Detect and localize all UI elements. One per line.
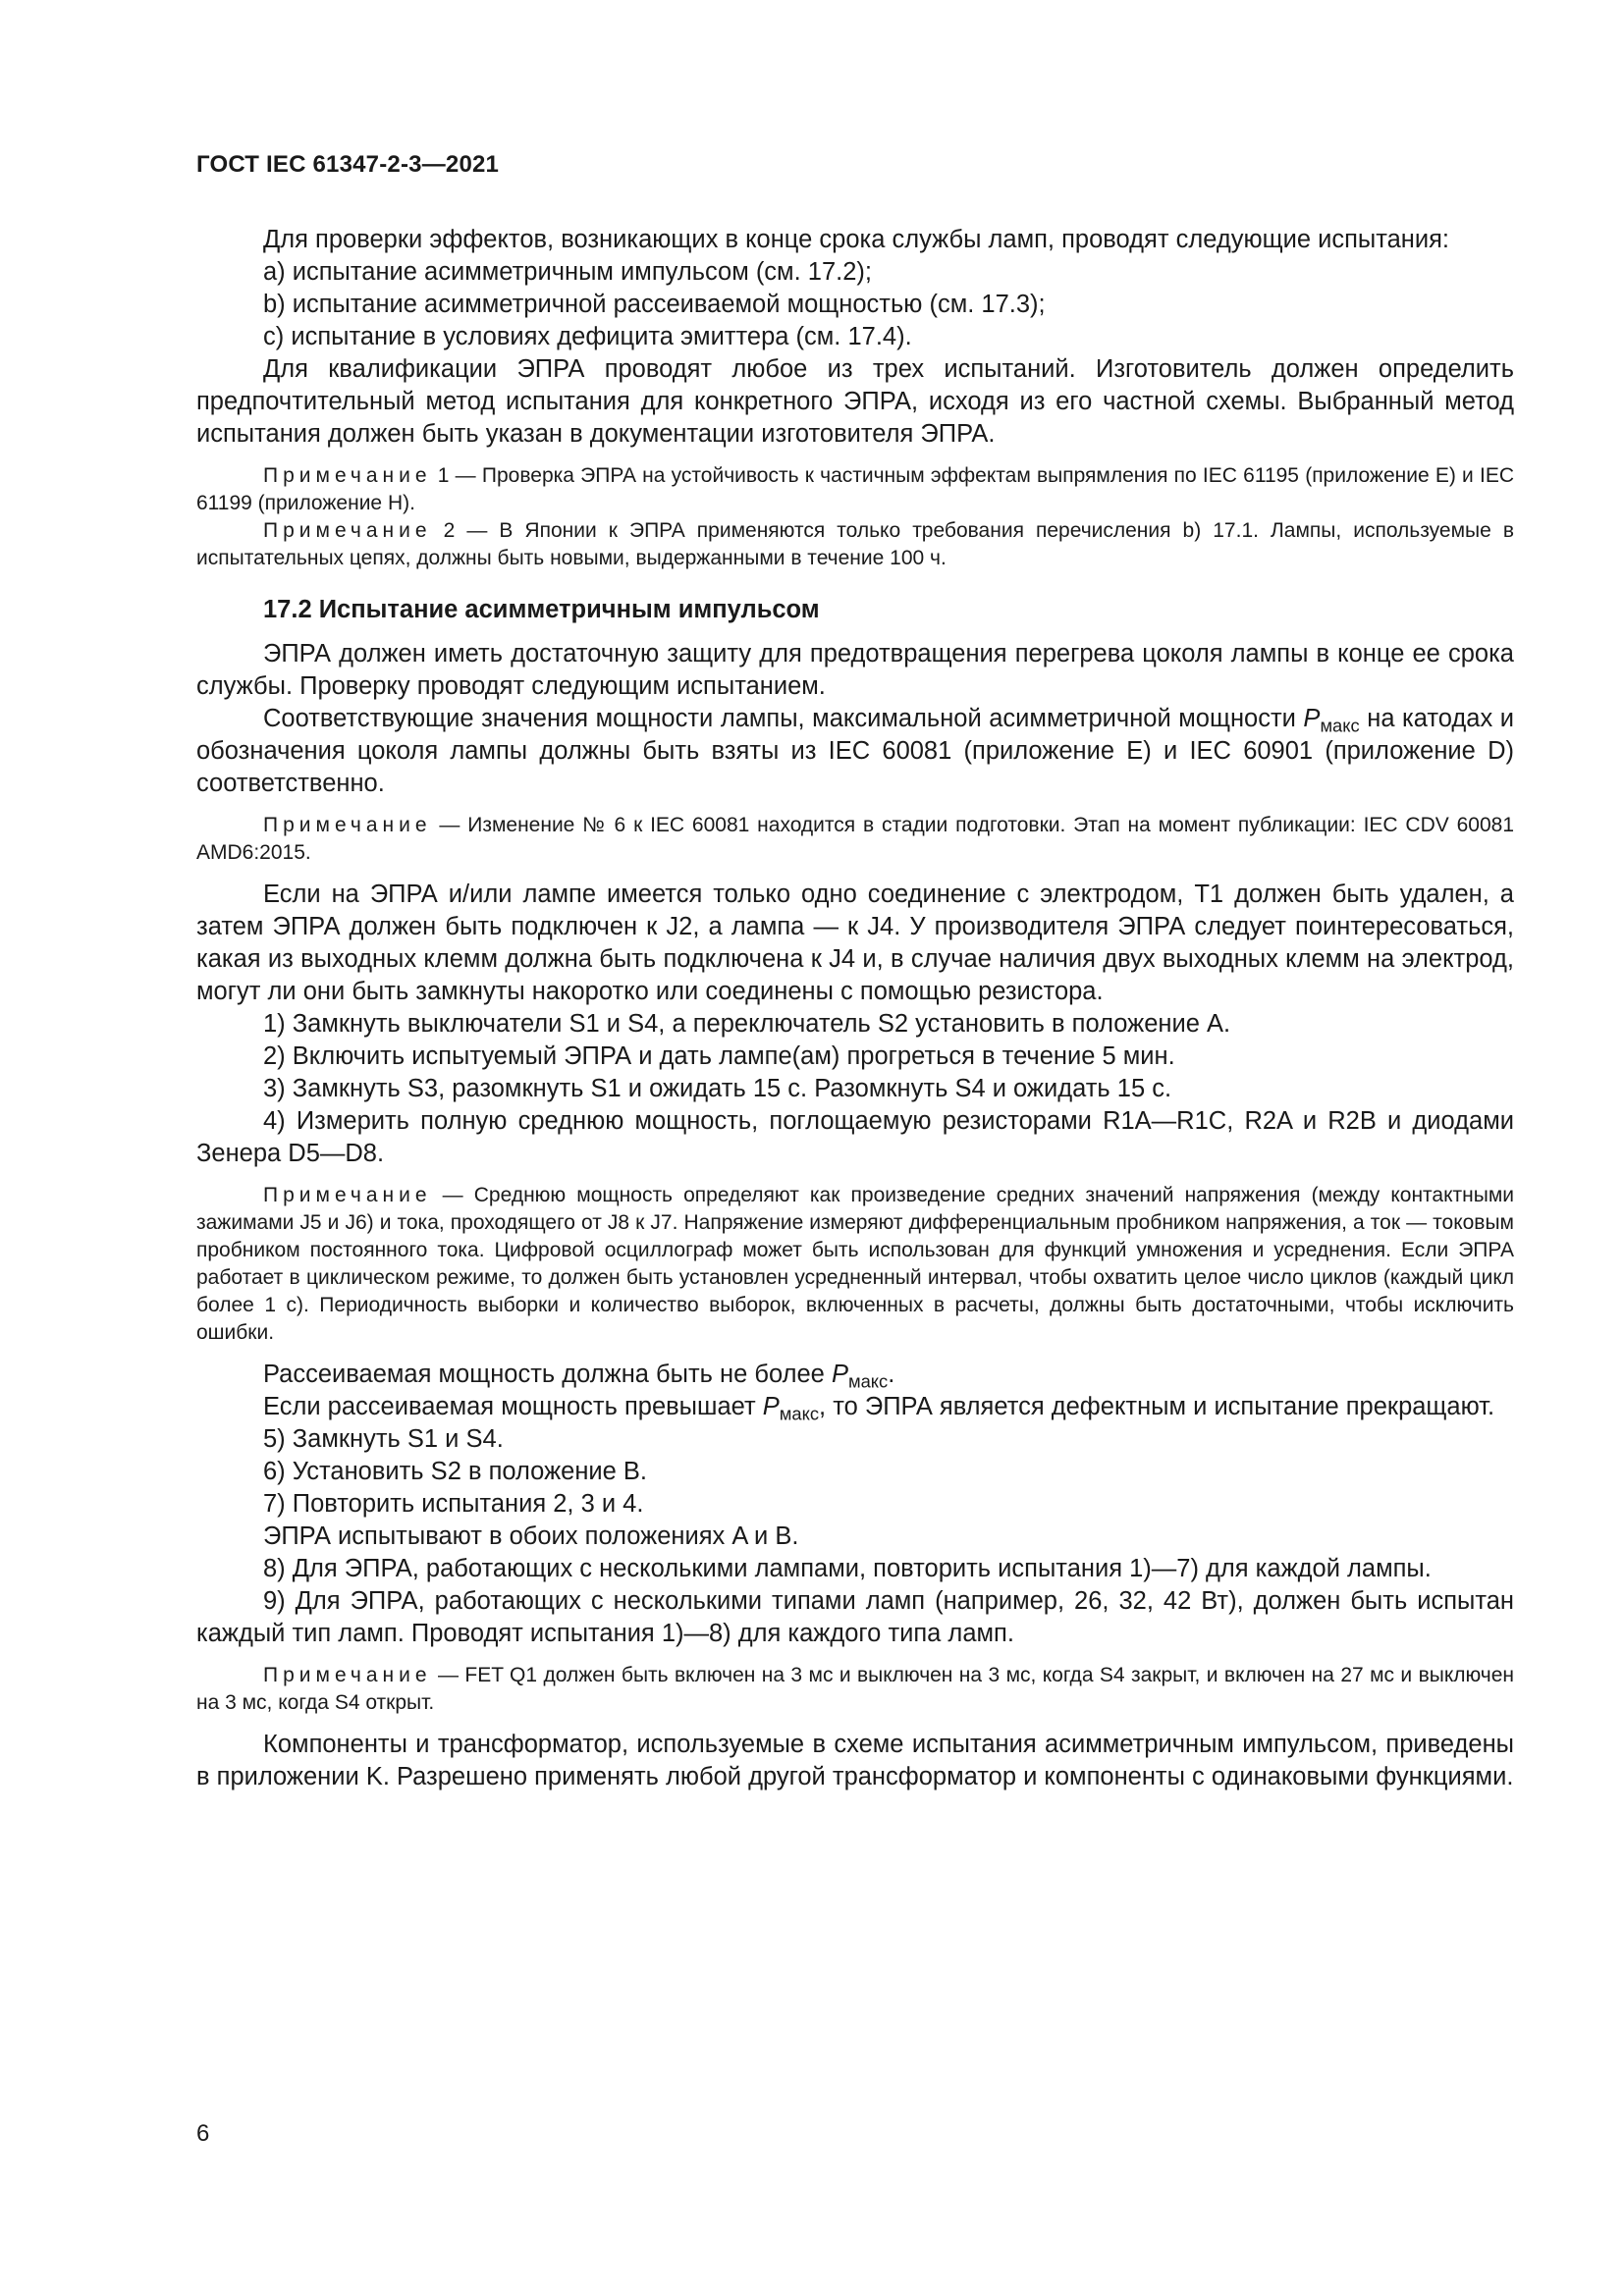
- note-text: — Изменение № 6 к IEC 60081 находится в стадии подготовки. Этап на момент публикации: IEC CDV 60081 AMD6:2015.: [196, 814, 1514, 864]
- note-number: 1: [437, 464, 450, 487]
- note-label: Примечание: [263, 1184, 432, 1206]
- note-2: [196, 517, 1514, 572]
- note-text: — Проверка ЭПРА на устойчивость к частичным эффектам выпрямления по IEC 61195 (приложение E) и IEC 61199 (приложение H).: [196, 464, 1515, 514]
- intro-item-b: b) испытание асимметричной рассеиваемой мощностью (см. 17.3);: [263, 291, 1046, 318]
- intro-qualification: Для квалификации ЭПРА проводят любое из трех испытаний. Изготовитель должен определить предпочтительный метод испытания для конкретного ЭПРА, исходя из его частной схемы. Выбранный метод испытания должен быть указан в документации изготовителя ЭПРА.: [196, 355, 1514, 448]
- p-max-subscript: макс: [779, 1403, 820, 1424]
- section-paragraph-2: Соответствующие значения мощности лампы, максимальной асимметричной мощности $P_{макс}$ на катодах и обозначения цоколя лампы должны быть взяты из IEC 60081 (приложение E) и IEC 60901 (приложение D) соответственно.: [196, 705, 1514, 797]
- note-4: [196, 1182, 1514, 1347]
- intro-lead: Для проверки эффектов, возникающих в конце срока службы ламп, проводят следующие испытания:: [263, 226, 1450, 253]
- intro-item-a: a) испытание асимметричным импульсом (см. 17.2);: [263, 258, 872, 286]
- note-5: [196, 1662, 1514, 1717]
- note-1: [196, 462, 1514, 517]
- step-2: 2) Включить испытуемый ЭПРА и дать лампе(ам) прогреться в течение 5 мин.: [263, 1042, 1175, 1070]
- p-max-subscript: макс: [1320, 715, 1360, 736]
- closing-paragraph: Компоненты и трансформатор, используемые в схеме испытания асимметричным импульсом, приведены в приложении K. Разрешено применять любой другой трансформатор и компоненты с одинаковыми функциями.: [196, 1731, 1514, 1790]
- both-positions-text: ЭПРА испытывают в обоих положениях A и B.: [263, 1522, 799, 1550]
- note-text: — В Японии к ЭПРА применяются только требования перечисления b) 17.1. Лампы, используемые в испытательных цепях, должны быть новыми, выдержанными в течение 100 ч.: [196, 519, 1514, 569]
- step-4: 4) Измерить полную среднюю мощность, поглощаемую резисторами R1A—R1C, R2A и R2B и диодами Зенера D5—D8.: [196, 1107, 1514, 1167]
- note-label: Примечание: [263, 519, 432, 542]
- p-max-subscript: макс: [847, 1370, 889, 1392]
- note-label: Примечание: [263, 1664, 432, 1686]
- dissipated-power-limit: Рассеиваемая мощность должна быть не более $P_{макс}$.: [263, 1361, 895, 1392]
- standard-header: ГОСТ IEC 61347-2-3—2021: [196, 151, 500, 178]
- step-1: 1) Замкнуть выключатели S1 и S4, а переключатель S2 установить в положение A.: [263, 1010, 1231, 1038]
- step-9: 9) Для ЭПРА, работающих с несколькими типами ламп (например, 26, 32, 42 Вт), должен быть испытан каждый тип ламп. Проводят испытания 1)—8) для каждого типа ламп.: [196, 1587, 1514, 1647]
- dissipated-power-exceeded: Если рассеиваемая мощность превышает $P_{макс}$, то ЭПРА является дефектным и испытание прекращают.: [263, 1393, 1495, 1424]
- step-6: 6) Установить S2 в положение B.: [263, 1458, 648, 1485]
- step-8: 8) Для ЭПРА, работающих с несколькими лампами, повторить испытания 1)—7) для каждой лампы.: [263, 1555, 1432, 1582]
- note-3: [196, 812, 1514, 867]
- note-number: 2: [443, 519, 456, 542]
- step-7: 7) Повторить испытания 2, 3 и 4.: [263, 1490, 644, 1518]
- page-content: [196, 224, 1514, 1793]
- step-5: 5) Замкнуть S1 и S4.: [263, 1425, 504, 1453]
- p-max-symbol: P: [762, 1393, 780, 1420]
- section-heading: 17.2 Испытание асимметричным импульсом: [263, 596, 820, 623]
- section-paragraph-3: Если на ЭПРА и/или лампе имеется только одно соединение с электродом, T1 должен быть удален, а затем ЭПРА должен быть подключен к J2, а лампа — к J4. У производителя ЭПРА следует поинтересоваться, какая из выходных клемм должна быть подключена к J4 и, в случае наличия двух выходных клемм на электрод, могут ли они быть замкнуты накоротко или соединены с помощью резистора.: [196, 881, 1514, 1005]
- section-paragraph-1: ЭПРА должен иметь достаточную защиту для предотвращения перегрева цоколя лампы в конце ее срока службы. Проверку проводят следующим испытанием.: [196, 640, 1514, 700]
- note-text: — FET Q1 должен быть включен на 3 мс и выключен на 3 мс, когда S4 закрыт, и включен на 27 мс и выключен на 3 мс, когда S4 открыт.: [196, 1664, 1514, 1714]
- intro-item-c: c) испытание в условиях дефицита эмиттера (см. 17.4).: [263, 323, 912, 350]
- page-number: 6: [196, 2120, 210, 2147]
- note-text: — Среднюю мощность определяют как произведение средних значений напряжения (между контактными зажимами J5 и J6) и тока, проходящего от J8 к J7. Напряжение измеряют дифференциальным пробником напряжения, а ток — токовым пробником постоянного тока. Цифровой осциллограф может быть использован для функций умножения и усреднения. Если ЭПРА работает в циклическом режиме, то должен быть установлен усредненный интервал, чтобы охватить целое число циклов (каждый цикл более 1 с). Периодичность выборки и количество выборок, включенных в расчеты, должны быть достаточными, чтобы исключить ошибки.: [196, 1184, 1514, 1344]
- p-max-symbol: P: [1303, 705, 1321, 732]
- p-max-symbol: P: [831, 1361, 848, 1388]
- step-3: 3) Замкнуть S3, разомкнуть S1 и ожидать 15 с. Разомкнуть S4 и ожидать 15 с.: [263, 1075, 1172, 1102]
- note-label: Примечание: [263, 464, 432, 487]
- note-label: Примечание: [263, 814, 432, 836]
